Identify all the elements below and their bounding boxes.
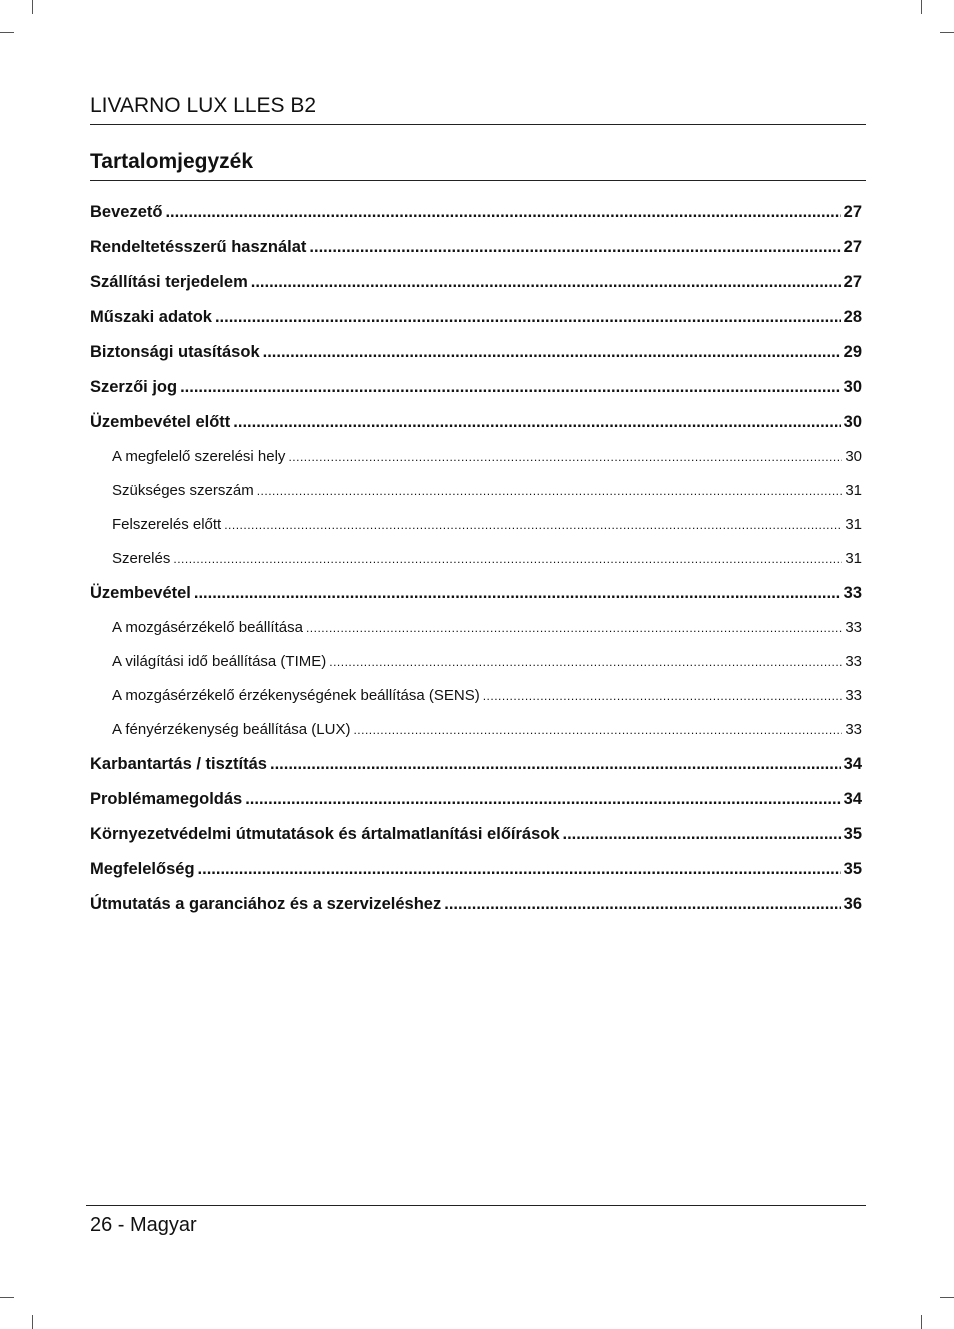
toc-entry-label: Szállítási terjedelem — [90, 273, 248, 291]
toc-entry[interactable] — [90, 755, 862, 790]
page-footer — [86, 1205, 866, 1246]
toc-entry[interactable] — [90, 273, 862, 308]
toc-entry-page: 36 — [843, 895, 862, 913]
toc-entry-label: Szerzői jog — [90, 378, 178, 396]
dot-leader — [215, 308, 841, 327]
toc-entry-page: 30 — [843, 413, 862, 431]
toc-entry-label: Szükséges szerszám — [112, 482, 254, 499]
dot-leader — [251, 273, 841, 292]
toc-entry-label: Megfelelőség — [90, 860, 195, 878]
toc-subentry[interactable] — [90, 687, 862, 721]
toc-entry-page: 27 — [843, 273, 862, 291]
toc-entry-label: Problémamegoldás — [90, 790, 243, 808]
toc-entry-page: 33 — [845, 721, 862, 738]
toc-entry-label: A megfelelő szerelési hely — [112, 448, 286, 465]
dot-leader — [263, 343, 841, 362]
toc-subentry[interactable] — [90, 516, 862, 550]
dot-leader — [180, 378, 841, 397]
crop-mark — [940, 32, 954, 33]
page-number-language: 26 - Magyar — [90, 1214, 197, 1236]
crop-mark — [0, 32, 14, 33]
toc-subentry[interactable] — [90, 550, 862, 584]
dot-leader — [245, 790, 840, 809]
toc-subentry[interactable] — [90, 721, 862, 755]
toc-entry-page: 28 — [843, 308, 862, 326]
product-title: LIVARNO LUX LLES B2 — [90, 94, 317, 117]
toc-entry-page: 34 — [843, 790, 862, 808]
toc-subentry[interactable] — [90, 482, 862, 516]
toc-entry-label: A fényérzékenység beállítása (LUX) — [112, 721, 351, 738]
dot-leader — [353, 723, 842, 737]
toc-entry[interactable] — [90, 825, 862, 860]
crop-mark — [32, 1315, 33, 1329]
toc-entry[interactable] — [90, 413, 862, 448]
toc-entry[interactable] — [90, 895, 862, 930]
crop-mark — [921, 0, 922, 14]
toc-entry-page: 34 — [843, 755, 862, 773]
toc-heading-bar — [90, 150, 866, 181]
dot-leader — [444, 895, 840, 914]
dot-leader — [173, 552, 842, 566]
toc-entry-page: 35 — [843, 825, 862, 843]
toc-heading: Tartalomjegyzék — [90, 150, 254, 173]
toc-entry-label: A mozgásérzékelő beállítása — [112, 619, 303, 636]
toc-entry-label: Útmutatás a garanciához és a szervizeléshez — [90, 895, 442, 913]
dot-leader — [165, 203, 840, 222]
dot-leader — [483, 689, 843, 703]
toc-entry-label: Bevezető — [90, 203, 163, 221]
dot-leader — [194, 584, 841, 603]
toc-entry-label: Környezetvédelmi útmutatások és ártalmatlanítási előírások — [90, 825, 560, 843]
toc-subentry[interactable] — [90, 653, 862, 687]
toc-entry[interactable] — [90, 203, 862, 238]
toc-entry-label: Biztonsági utasítások — [90, 343, 260, 361]
toc-entry-label: Műszaki adatok — [90, 308, 212, 326]
dot-leader — [224, 518, 842, 532]
toc-entry-label: Karbantartás / tisztítás — [90, 755, 267, 773]
crop-mark — [940, 1297, 954, 1298]
page-header — [90, 94, 866, 125]
toc-entry-page: 29 — [843, 343, 862, 361]
toc-entry[interactable] — [90, 860, 862, 895]
toc-entry-label: Üzembevétel — [90, 584, 191, 602]
toc-entry-page: 31 — [845, 550, 862, 567]
dot-leader — [306, 621, 842, 635]
dot-leader — [270, 755, 841, 774]
toc-entry-page: 33 — [845, 653, 862, 670]
dot-leader — [257, 484, 843, 498]
crop-mark — [921, 1315, 922, 1329]
table-of-contents — [90, 203, 862, 930]
toc-entry-label: Szerelés — [112, 550, 171, 567]
toc-entry-page: 35 — [843, 860, 862, 878]
toc-entry-page: 30 — [845, 448, 862, 465]
dot-leader — [563, 825, 841, 844]
toc-entry[interactable] — [90, 584, 862, 619]
toc-entry-page: 27 — [843, 203, 862, 221]
toc-entry-label: A világítási idő beállítása (TIME) — [112, 653, 327, 670]
toc-entry-label: Üzembevétel előtt — [90, 413, 231, 431]
toc-entry-page: 33 — [843, 584, 862, 602]
crop-mark — [32, 0, 33, 14]
toc-entry[interactable] — [90, 308, 862, 343]
toc-entry-page: 33 — [845, 687, 862, 704]
toc-entry-page: 33 — [845, 619, 862, 636]
toc-entry-label: Rendeltetésszerű használat — [90, 238, 307, 256]
dot-leader — [198, 860, 841, 879]
toc-subentry[interactable] — [90, 619, 862, 653]
toc-entry-page: 31 — [845, 516, 862, 533]
dot-leader — [309, 238, 840, 257]
toc-entry-page: 31 — [845, 482, 862, 499]
toc-subentry[interactable] — [90, 448, 862, 482]
toc-entry[interactable] — [90, 378, 862, 413]
crop-mark — [0, 1297, 14, 1298]
dot-leader — [288, 450, 842, 464]
toc-entry-page: 27 — [843, 238, 862, 256]
toc-entry[interactable] — [90, 790, 862, 825]
dot-leader — [233, 413, 840, 432]
toc-entry[interactable] — [90, 343, 862, 378]
toc-entry-label: Felszerelés előtt — [112, 516, 222, 533]
dot-leader — [329, 655, 842, 669]
toc-entry[interactable] — [90, 238, 862, 273]
toc-entry-page: 30 — [843, 378, 862, 396]
toc-entry-label: A mozgásérzékelő érzékenységének beállítása (SENS) — [112, 687, 480, 704]
